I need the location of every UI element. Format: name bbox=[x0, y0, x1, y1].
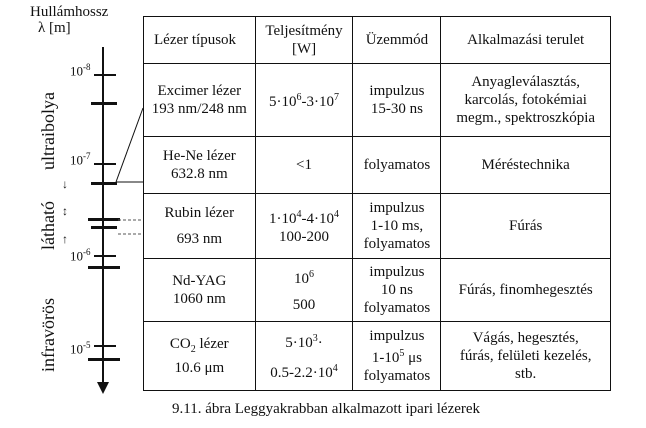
mode-cell: folyamatos bbox=[353, 136, 441, 193]
visible-region-label: látható bbox=[38, 201, 58, 250]
mode-cell: impulzus 1-10 ms, folyamatos bbox=[353, 193, 441, 258]
laser-cell: He-Ne lézer 632.8 nm bbox=[144, 136, 256, 193]
infrared-region-label: infravörös bbox=[38, 298, 58, 372]
table-row bbox=[144, 136, 611, 193]
laser-cell: Nd-YAG 1060 nm bbox=[144, 258, 256, 321]
tick-label: $10^{-5}$ bbox=[70, 340, 91, 357]
figure-caption: 9.11. ábra Leggyakrabban alkalmazott ipari lézerek bbox=[172, 401, 481, 417]
power-cell: $5\cdot 10^6-3\cdot 10^7$ bbox=[255, 63, 353, 136]
mode-cell: impulzus 15-30 ns bbox=[353, 63, 441, 136]
header-application: Alkalmazási terulet bbox=[441, 17, 611, 64]
power-cell: <1 bbox=[255, 136, 353, 193]
header-laser-types: Lézer típusok bbox=[144, 17, 256, 64]
table-row bbox=[144, 193, 611, 258]
laser-cell: $CO_2$ lézer 10.6 μm bbox=[144, 321, 256, 390]
ultraviolet-region-label: ultraibolya bbox=[38, 92, 58, 170]
mode-cell: impulzus 10 ns folyamatos bbox=[353, 258, 441, 321]
power-cell: $1\cdot 10^4-4\cdot 10^4$ 100-200 bbox=[255, 193, 353, 258]
laser-table bbox=[143, 16, 611, 391]
header-power: Teljesítmény [W] bbox=[255, 17, 353, 64]
axis-unit: λ [m] bbox=[38, 20, 71, 36]
application-cell: Fúrás, finomhegesztés bbox=[441, 258, 611, 321]
application-cell: Méréstechnika bbox=[441, 136, 611, 193]
power-cell: $5\cdot 10^3\cdot$ $0.5-2.2\cdot 10^4$ bbox=[255, 321, 353, 390]
laser-cell: Rubin lézer 693 nm bbox=[144, 193, 256, 258]
header-mode: Üzemmód bbox=[353, 17, 441, 64]
table-row bbox=[144, 63, 611, 136]
region-boundary-arrow-icon: ↓ bbox=[62, 177, 68, 191]
region-boundary-arrow-icon: ↕ bbox=[62, 204, 68, 218]
table-row bbox=[144, 258, 611, 321]
tick-label: $10^{-7}$ bbox=[70, 151, 91, 168]
region-boundary-arrow-icon: ↑ bbox=[62, 232, 68, 246]
mode-cell: impulzus $1-10^5$ μs folyamatos bbox=[353, 321, 441, 390]
laser-cell: Excimer lézer 193 nm/248 nm bbox=[144, 63, 256, 136]
tick-label: $10^{-8}$ bbox=[70, 62, 91, 79]
power-cell: $10^6$ 500 bbox=[255, 258, 353, 321]
table-row bbox=[144, 321, 611, 390]
application-cell: Vágás, hegesztés, fúrás, felületi kezelés, stb. bbox=[441, 321, 611, 390]
axis-title: Hullámhossz bbox=[30, 4, 109, 20]
table-header-row bbox=[144, 17, 611, 64]
tick-label: $10^{-6}$ bbox=[70, 247, 91, 264]
application-cell: Fúrás bbox=[441, 193, 611, 258]
application-cell: Anyagleválasztás, karcolás, fotokémiai megm., spektroszkópia bbox=[441, 63, 611, 136]
